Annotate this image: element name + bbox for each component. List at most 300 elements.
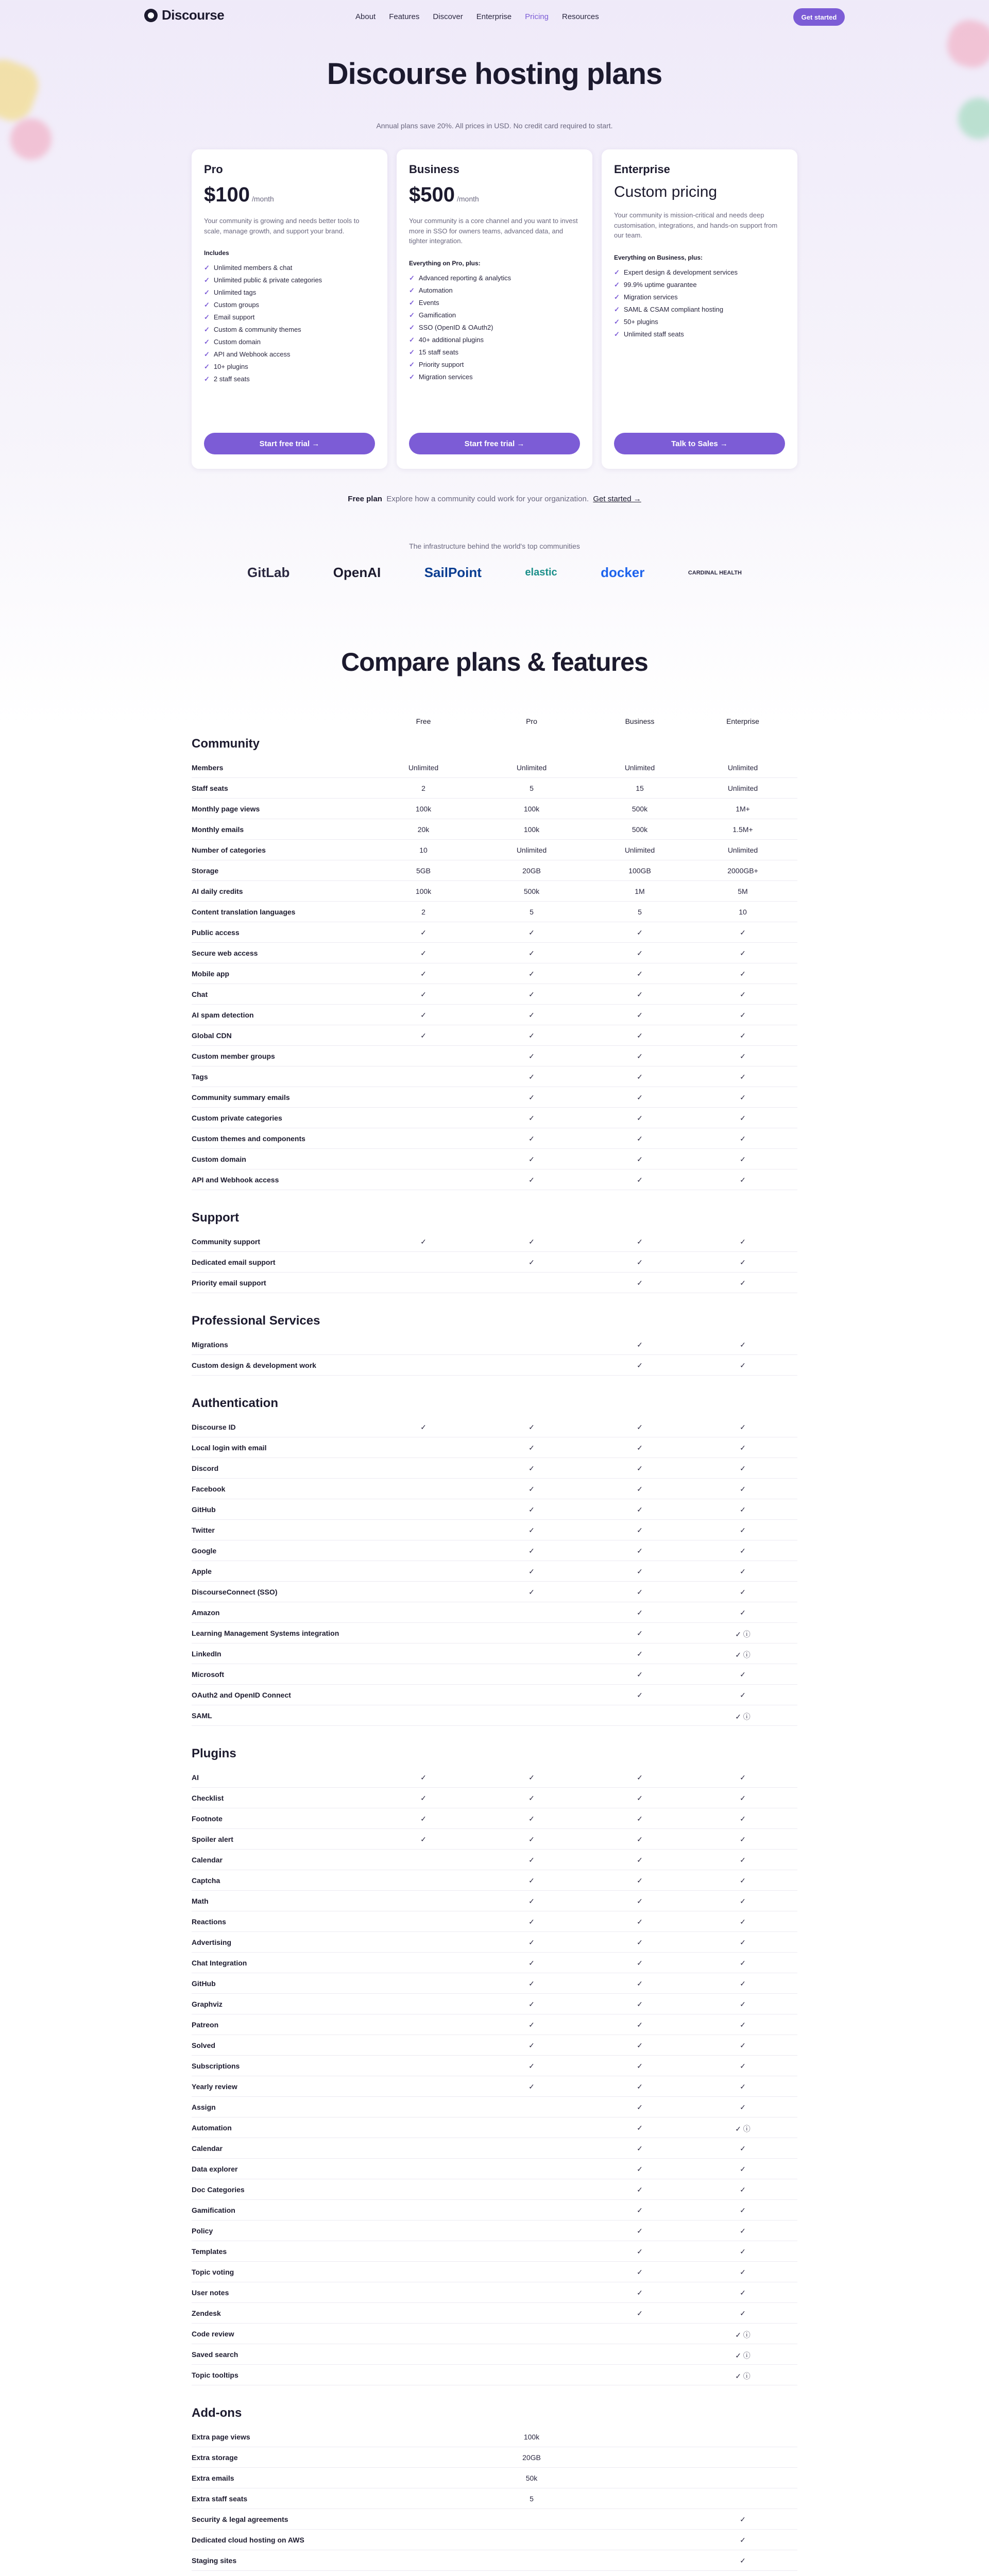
table-row	[192, 1829, 797, 1850]
table-cell: ✓	[637, 1608, 643, 1617]
table-row	[192, 2427, 797, 2447]
table-row	[192, 799, 797, 819]
check-icon: ✓	[409, 286, 415, 294]
table-cell: ✓	[740, 2062, 746, 2070]
table-cell: ✓	[637, 1835, 643, 1843]
check-icon: ✓	[204, 326, 210, 333]
nav-discover[interactable]: Discover	[433, 12, 463, 21]
plan-feature: ✓ 15 staff seats	[409, 346, 580, 359]
row-label: AI daily credits	[192, 887, 243, 895]
nav-enterprise[interactable]: Enterprise	[476, 12, 512, 21]
table-cell: ✓	[637, 970, 643, 978]
table-row	[192, 1664, 797, 1685]
table-cell: ✓	[528, 1011, 535, 1019]
table-cell: 15	[636, 784, 644, 792]
table-row	[192, 2303, 797, 2324]
table-row	[192, 2241, 797, 2262]
plan-feature: ✓ Events	[409, 297, 580, 309]
plan-price: $500 /month	[409, 183, 479, 206]
row-label: Custom private categories	[192, 1114, 282, 1122]
table-cell: ✓	[637, 1444, 643, 1452]
table-row	[192, 2117, 797, 2138]
check-icon: ✓	[204, 276, 210, 284]
table-cell: ✓	[740, 2000, 746, 2008]
nav-resources[interactable]: Resources	[562, 12, 599, 21]
table-cell: ✓	[420, 1423, 427, 1431]
plan-feature: ✓ Unlimited members & chat	[204, 262, 375, 274]
table-cell: ✓	[420, 1238, 427, 1246]
plan-card-business	[397, 149, 592, 469]
table-cell: ✓	[740, 1485, 746, 1493]
table-cell: ✓	[528, 1073, 535, 1081]
table-cell: ✓	[637, 2124, 643, 2132]
talk-to-sales-button[interactable]: Talk to Sales →	[614, 433, 785, 454]
table-cell: ✓	[740, 1031, 746, 1040]
table-cell: ✓	[528, 1959, 535, 1967]
table-cell: ✓	[637, 1773, 643, 1782]
table-cell: 20k	[417, 825, 430, 834]
row-label: Solved	[192, 2041, 215, 2049]
table-row	[192, 2138, 797, 2159]
row-label: Chat Integration	[192, 1959, 247, 1967]
row-label: Local login with email	[192, 1444, 267, 1452]
table-cell: ✓	[740, 1176, 746, 1184]
row-label: Discord	[192, 1464, 219, 1472]
row-label: Microsoft	[192, 1670, 224, 1679]
table-cell: ✓	[528, 1526, 535, 1534]
table-cell: ✓	[528, 970, 535, 978]
table-row	[192, 2509, 797, 2530]
table-cell: ✓	[637, 928, 643, 937]
table-cell: ✓	[637, 1031, 643, 1040]
table-cell: ✓	[740, 1815, 746, 1823]
top-nav	[0, 0, 989, 33]
table-cell: ✓ ⓘ	[735, 1713, 751, 1721]
table-cell: ✓	[528, 1835, 535, 1843]
row-label: Twitter	[192, 1526, 215, 1534]
table-cell: ✓	[528, 949, 535, 957]
check-icon: ✓	[204, 301, 210, 309]
table-row	[192, 943, 797, 963]
col-business: Business	[625, 717, 655, 725]
section-title: Support	[192, 1211, 239, 1225]
row-label: Facebook	[192, 1485, 226, 1493]
start-trial-button[interactable]: Start free trial →	[409, 433, 580, 454]
table-cell: ✓	[528, 1176, 535, 1184]
table-cell: ✓	[637, 2289, 643, 2297]
row-label: Staff seats	[192, 784, 228, 792]
table-row	[192, 1252, 797, 1273]
table-cell: ✓	[740, 1361, 746, 1369]
table-row	[192, 1273, 797, 1293]
row-label: Custom member groups	[192, 1052, 275, 1060]
table-row	[192, 2282, 797, 2303]
row-label: Captcha	[192, 1876, 220, 1885]
table-cell: ✓	[528, 1505, 535, 1514]
row-label: Storage	[192, 867, 219, 875]
table-cell: ✓	[740, 1341, 746, 1349]
table-cell: 500k	[523, 887, 540, 895]
table-cell: ✓	[528, 2021, 535, 2029]
table-row	[192, 1973, 797, 1994]
table-cell: ✓	[420, 949, 427, 957]
row-label: Security & legal agreements	[192, 2515, 288, 2523]
table-row	[192, 1911, 797, 1932]
table-cell: 100k	[415, 887, 432, 895]
get-started-button[interactable]: Get started	[793, 8, 845, 26]
row-label: Topic tooltips	[192, 2371, 238, 2379]
table-cell: ✓	[740, 2556, 746, 2565]
table-row	[192, 1355, 797, 1376]
check-icon: ✓	[409, 348, 415, 356]
table-cell: ✓	[637, 1176, 643, 1184]
table-row	[192, 1788, 797, 1808]
row-label: Saved search	[192, 2350, 238, 2359]
table-cell: ✓	[740, 1238, 746, 1246]
table-cell: ✓	[740, 928, 746, 937]
table-row	[192, 1767, 797, 1788]
table-cell: ✓	[528, 1938, 535, 1946]
row-label: GitHub	[192, 1979, 216, 1988]
table-cell: ✓ ⓘ	[735, 2331, 751, 2339]
check-icon: ✓	[409, 372, 415, 381]
table-cell: ✓	[740, 1073, 746, 1081]
row-label: Graphviz	[192, 2000, 223, 2008]
table-cell: ✓	[637, 1258, 643, 1266]
table-cell: ✓	[637, 1505, 643, 1514]
nav-pricing[interactable]: Pricing	[525, 12, 549, 21]
table-cell: ✓	[420, 1011, 427, 1019]
row-label: Math	[192, 1897, 209, 1905]
check-icon: ✓	[204, 363, 210, 370]
table-row	[192, 2200, 797, 2221]
table-cell: ✓	[740, 2268, 746, 2276]
row-label: Policy	[192, 2227, 213, 2235]
table-cell: ✓	[740, 1505, 746, 1514]
row-label: Community support	[192, 1238, 260, 1246]
table-cell: ✓	[637, 1815, 643, 1823]
table-row	[192, 1046, 797, 1066]
table-row	[192, 757, 797, 778]
table-cell: ✓	[528, 1031, 535, 1040]
free-plan-link[interactable]: Get started →	[593, 495, 641, 503]
table-cell: ✓	[528, 1444, 535, 1452]
table-row	[192, 1231, 797, 1252]
row-label: Calendar	[192, 2144, 223, 2153]
table-cell: 20GB	[522, 867, 541, 875]
table-cell: ✓	[528, 928, 535, 937]
logo-cardinal: CARDINAL HEALTH	[688, 569, 742, 576]
table-cell: ✓	[740, 1093, 746, 1101]
table-cell: ✓	[740, 2206, 746, 2214]
table-cell: ✓	[740, 1856, 746, 1864]
table-cell: ✓	[420, 1815, 427, 1823]
table-cell: ✓	[740, 2536, 746, 2544]
table-row	[192, 1458, 797, 1479]
table-row	[192, 2571, 797, 2576]
table-cell: ✓	[637, 1155, 643, 1163]
check-icon: ✓	[204, 264, 210, 272]
table-cell: ✓ ⓘ	[735, 1651, 751, 1659]
row-label: Mobile app	[192, 970, 230, 978]
table-cell: ✓	[740, 1423, 746, 1431]
table-cell: ✓	[740, 1155, 746, 1163]
check-icon: ✓	[409, 360, 415, 368]
table-cell: ✓	[637, 1114, 643, 1122]
row-label: Gamification	[192, 2206, 235, 2214]
plan-feature: ✓ Unlimited public & private categories	[204, 274, 375, 286]
row-label: Number of categories	[192, 846, 266, 854]
table-cell: 100k	[523, 2433, 540, 2441]
row-label: Calendar	[192, 1856, 223, 1864]
table-row	[192, 860, 797, 881]
plan-feature: ✓ Custom groups	[204, 299, 375, 311]
table-cell: ✓	[528, 1979, 535, 1988]
row-label: Members	[192, 764, 224, 772]
plan-name: Business	[409, 163, 459, 176]
plan-feature: ✓ Custom & community themes	[204, 324, 375, 336]
plan-includes-label: Everything on Business, plus:	[614, 253, 703, 261]
row-label: Extra storage	[192, 2453, 238, 2462]
table-cell: ✓	[420, 1031, 427, 1040]
plan-description: Your community is a core channel and you want to invest more in SSO for owners teams, advanced data, and tighter integration.	[409, 217, 578, 245]
table-row	[192, 2488, 797, 2509]
table-cell: ✓	[740, 2247, 746, 2256]
start-trial-button[interactable]: Start free trial →	[204, 433, 375, 454]
table-cell: ✓	[528, 1897, 535, 1905]
table-row	[192, 2014, 797, 2035]
table-row	[192, 1479, 797, 1499]
table-row	[192, 2076, 797, 2097]
table-row	[192, 1561, 797, 1582]
table-cell: ✓	[637, 1670, 643, 1679]
table-row	[192, 1685, 797, 1705]
plan-feature: ✓ Priority support	[409, 359, 580, 371]
row-label: Staging sites	[192, 2556, 237, 2565]
table-cell: Unlimited	[408, 764, 439, 772]
logo-openai: OpenAI	[333, 565, 381, 580]
table-cell: ✓	[740, 1114, 746, 1122]
check-icon: ✓	[204, 375, 210, 383]
table-row	[192, 2262, 797, 2282]
row-label: Tags	[192, 1073, 208, 1081]
row-label: Monthly page views	[192, 805, 260, 813]
plan-feature-list	[614, 266, 785, 341]
compare-title: Compare plans & features	[341, 648, 648, 676]
row-label: Learning Management Systems integration	[192, 1629, 339, 1637]
table-row	[192, 984, 797, 1005]
table-row	[192, 1334, 797, 1355]
table-cell: 100k	[415, 805, 432, 813]
logo-elastic: elastic	[525, 567, 557, 578]
row-label: Apple	[192, 1567, 212, 1575]
table-cell: ✓	[637, 1526, 643, 1534]
plan-name: Pro	[204, 163, 223, 176]
table-cell: ✓	[528, 1485, 535, 1493]
table-cell: 500k	[632, 805, 648, 813]
table-row	[192, 1994, 797, 2014]
table-cell: ✓	[420, 1794, 427, 1802]
row-label: Secure web access	[192, 949, 258, 957]
brand-logo[interactable]	[144, 7, 224, 23]
table-cell: ✓	[637, 1464, 643, 1472]
table-cell: ✓	[637, 1876, 643, 1885]
plan-description: Your community is growing and needs better tools to scale, manage growth, and support your brand.	[204, 217, 360, 235]
row-label: Extra emails	[192, 2474, 234, 2482]
row-label: Amazon	[192, 1608, 220, 1617]
table-cell: 10	[419, 846, 428, 854]
table-cell: ✓	[740, 1464, 746, 1472]
nav-about[interactable]: About	[355, 12, 376, 21]
table-cell: ✓	[420, 990, 427, 998]
table-cell: Unlimited	[516, 764, 547, 772]
plan-feature: ✓ Automation	[409, 284, 580, 297]
table-row	[192, 1108, 797, 1128]
check-icon: ✓	[204, 289, 210, 296]
row-label: User notes	[192, 2289, 229, 2297]
plan-feature: ✓ 40+ additional plugins	[409, 334, 580, 346]
table-cell: 100k	[523, 805, 540, 813]
table-cell: ✓	[740, 2144, 746, 2153]
check-icon: ✓	[204, 313, 210, 321]
table-cell: Unlimited	[727, 846, 758, 854]
table-row	[192, 819, 797, 840]
table-cell: ✓	[637, 1238, 643, 1246]
table-cell: ✓	[528, 1794, 535, 1802]
table-cell: ✓	[740, 1670, 746, 1679]
table-cell: ✓	[740, 949, 746, 957]
table-cell: ✓	[528, 1258, 535, 1266]
table-cell: ✓	[740, 2082, 746, 2091]
table-cell: 1.5M+	[732, 825, 753, 834]
row-label: Discourse ID	[192, 1423, 236, 1431]
section-title: Authentication	[192, 1396, 278, 1410]
table-row	[192, 1520, 797, 1540]
plan-feature: ✓ Unlimited tags	[204, 286, 375, 299]
table-cell: ✓	[637, 2082, 643, 2091]
free-plan-banner	[0, 495, 989, 503]
table-cell: 5	[530, 2495, 534, 2503]
table-row	[192, 2468, 797, 2488]
plan-includes-label: Includes	[204, 249, 229, 257]
table-row	[192, 1891, 797, 1911]
table-row	[192, 2530, 797, 2550]
table-cell: ✓	[740, 1052, 746, 1060]
nav-features[interactable]: Features	[389, 12, 420, 21]
table-cell: ✓	[740, 2185, 746, 2194]
plan-feature: ✓ SAML & CSAM compliant hosting	[614, 303, 785, 316]
row-label: SAML	[192, 1711, 212, 1720]
table-row	[192, 1953, 797, 1973]
table-cell: ✓	[740, 1835, 746, 1843]
table-row	[192, 1417, 797, 1437]
row-label: Dedicated email support	[192, 1258, 276, 1266]
check-icon: ✓	[204, 338, 210, 346]
table-row	[192, 1170, 797, 1190]
plan-card-enterprise	[602, 149, 797, 469]
table-cell: ✓	[528, 1547, 535, 1555]
check-icon: ✓	[409, 311, 415, 319]
table-cell: ✓	[528, 1567, 535, 1575]
check-icon: ✓	[409, 335, 415, 344]
table-cell: ✓	[740, 1011, 746, 1019]
discourse-logo-icon	[144, 9, 158, 22]
trust-text: The infrastructure behind the world's top communities	[409, 542, 580, 550]
table-cell: ✓	[637, 1650, 643, 1658]
table-cell: 2	[421, 784, 425, 792]
plan-feature: ✓ Migration services	[614, 291, 785, 303]
table-cell: ✓	[528, 1114, 535, 1122]
table-cell: ✓	[637, 1093, 643, 1101]
row-label: Extra staff seats	[192, 2495, 248, 2503]
table-cell: 1M	[635, 887, 645, 895]
table-cell: ✓	[740, 990, 746, 998]
table-cell: ✓	[637, 2041, 643, 2049]
nav-links	[355, 12, 599, 21]
table-cell: ✓	[740, 1691, 746, 1699]
row-label: Zendesk	[192, 2309, 221, 2317]
table-cell: ✓	[637, 1485, 643, 1493]
table-row	[192, 2550, 797, 2571]
table-cell: ✓	[420, 928, 427, 937]
plan-description: Your community is mission-critical and needs deep customisation, integrations, and hands-on support from our team.	[614, 211, 778, 239]
table-cell: ✓	[528, 1815, 535, 1823]
table-cell: ✓	[740, 2289, 746, 2297]
table-cell: Unlimited	[624, 764, 655, 772]
table-row	[192, 1066, 797, 1087]
table-cell: ✓	[637, 1588, 643, 1596]
table-row	[192, 2324, 797, 2344]
table-cell: ✓	[740, 1938, 746, 1946]
table-cell: 1M+	[736, 805, 750, 813]
table-cell: ✓	[740, 1773, 746, 1782]
table-row	[192, 902, 797, 922]
table-cell: ✓	[528, 1134, 535, 1143]
table-cell: ✓	[740, 1526, 746, 1534]
plan-feature: ✓ 10+ plugins	[204, 361, 375, 373]
table-row	[192, 1540, 797, 1561]
table-cell: ✓	[740, 970, 746, 978]
check-icon: ✓	[614, 305, 620, 313]
table-row	[192, 1437, 797, 1458]
row-label: Automation	[192, 2124, 232, 2132]
decor-blob	[952, 92, 989, 145]
table-row	[192, 1623, 797, 1643]
plan-feature: ✓ 99.9% uptime guarantee	[614, 279, 785, 291]
plan-name: Enterprise	[614, 163, 670, 176]
table-cell: ✓	[740, 1258, 746, 1266]
section-title: Community	[192, 737, 260, 751]
table-row	[192, 1643, 797, 1664]
page-title: Discourse hosting plans	[327, 57, 662, 91]
table-cell: ✓	[740, 1279, 746, 1287]
table-row	[192, 1087, 797, 1108]
row-label: Templates	[192, 2247, 227, 2256]
table-cell: 5	[530, 908, 534, 916]
table-cell: ✓	[637, 2103, 643, 2111]
table-cell: Unlimited	[516, 846, 547, 854]
table-cell: ✓	[528, 1052, 535, 1060]
table-cell: ✓	[637, 1052, 643, 1060]
section-title: Professional Services	[192, 1314, 320, 1328]
table-row	[192, 1602, 797, 1623]
row-label: Google	[192, 1547, 217, 1555]
table-cell: ✓	[637, 2185, 643, 2194]
table-cell: ✓	[637, 1979, 643, 1988]
col-pro: Pro	[526, 717, 537, 725]
table-cell: 2000GB+	[727, 867, 758, 875]
free-plan-label: Free plan	[348, 495, 382, 503]
